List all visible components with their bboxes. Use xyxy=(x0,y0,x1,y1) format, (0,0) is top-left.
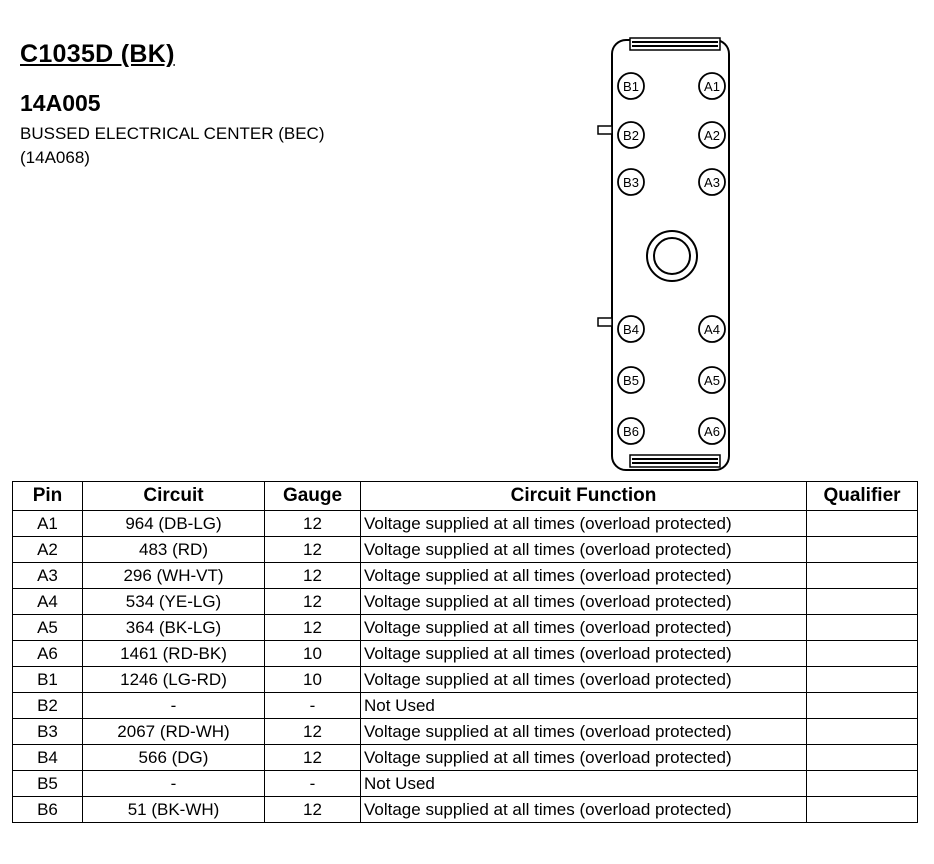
pin-label: A3 xyxy=(704,175,720,190)
circuit-cell: 964 (DB-LG) xyxy=(83,511,265,537)
gauge-cell: 10 xyxy=(265,641,361,667)
circuit-cell: 2067 (RD-WH) xyxy=(83,719,265,745)
circuit-function-cell: Voltage supplied at all times (overload protected) xyxy=(361,511,807,537)
circuit-cell: 296 (WH-VT) xyxy=(83,563,265,589)
qualifier-cell xyxy=(807,797,918,823)
circuit-cell: 1246 (LG-RD) xyxy=(83,667,265,693)
column-header-circuit-function: Circuit Function xyxy=(361,482,807,511)
pin-cell: B2 xyxy=(13,693,83,719)
gauge-cell: 12 xyxy=(265,719,361,745)
pin-b1 xyxy=(618,73,644,99)
table-row xyxy=(13,667,918,693)
pin-a4 xyxy=(699,316,725,342)
circuit-cell: - xyxy=(83,771,265,797)
table-header-row xyxy=(13,482,918,511)
qualifier-cell xyxy=(807,719,918,745)
gauge-cell: 12 xyxy=(265,745,361,771)
circuit-function-cell: Voltage supplied at all times (overload protected) xyxy=(361,563,807,589)
part-number: 14A005 xyxy=(20,90,101,116)
gauge-cell: - xyxy=(265,693,361,719)
table-row xyxy=(13,511,918,537)
pin-cell: B3 xyxy=(13,719,83,745)
circuit-function-cell: Voltage supplied at all times (overload protected) xyxy=(361,667,807,693)
pin-a6 xyxy=(699,418,725,444)
connector-face-diagram xyxy=(590,35,750,475)
pin-label: A6 xyxy=(704,424,720,439)
circuit-function-cell: Voltage supplied at all times (overload protected) xyxy=(361,641,807,667)
table-row xyxy=(13,641,918,667)
column-header-qualifier: Qualifier xyxy=(807,482,918,511)
pin-cell: A1 xyxy=(13,511,83,537)
pin-a1 xyxy=(699,73,725,99)
circuit-cell: 566 (DG) xyxy=(83,745,265,771)
pin-label: A5 xyxy=(704,373,720,388)
circuit-cell: 534 (YE-LG) xyxy=(83,589,265,615)
table-row xyxy=(13,563,918,589)
circuit-cell: - xyxy=(83,693,265,719)
pin-b5 xyxy=(618,367,644,393)
qualifier-cell xyxy=(807,589,918,615)
table-row xyxy=(13,693,918,719)
gauge-cell: 12 xyxy=(265,589,361,615)
table-row xyxy=(13,797,918,823)
pin-a3 xyxy=(699,169,725,195)
pin-cell: B1 xyxy=(13,667,83,693)
key-tab-lower xyxy=(598,318,612,326)
qualifier-cell xyxy=(807,511,918,537)
pin-label: B1 xyxy=(623,79,639,94)
qualifier-cell xyxy=(807,693,918,719)
qualifier-cell xyxy=(807,563,918,589)
qualifier-cell xyxy=(807,537,918,563)
table-row xyxy=(13,615,918,641)
qualifier-cell xyxy=(807,641,918,667)
gauge-cell: 12 xyxy=(265,797,361,823)
pin-b3 xyxy=(618,169,644,195)
pin-cell: A3 xyxy=(13,563,83,589)
circuit-cell: 1461 (RD-BK) xyxy=(83,641,265,667)
pin-label: A4 xyxy=(704,322,720,337)
qualifier-cell xyxy=(807,745,918,771)
gauge-cell: 10 xyxy=(265,667,361,693)
pin-cell: A6 xyxy=(13,641,83,667)
table-row xyxy=(13,771,918,797)
gauge-cell: 12 xyxy=(265,615,361,641)
circuit-function-cell: Voltage supplied at all times (overload protected) xyxy=(361,745,807,771)
circuit-cell: 51 (BK-WH) xyxy=(83,797,265,823)
gauge-cell: 12 xyxy=(265,537,361,563)
column-header-gauge: Gauge xyxy=(265,482,361,511)
column-header-circuit: Circuit xyxy=(83,482,265,511)
pin-label: B4 xyxy=(623,322,639,337)
pin-label: B3 xyxy=(623,175,639,190)
qualifier-cell xyxy=(807,771,918,797)
center-stud xyxy=(647,231,697,281)
table-row xyxy=(13,745,918,771)
pin-label: A2 xyxy=(704,128,720,143)
pin-label: B6 xyxy=(623,424,639,439)
pin-label: B5 xyxy=(623,373,639,388)
component-description: BUSSED ELECTRICAL CENTER (BEC) xyxy=(20,124,325,143)
pin-label: A1 xyxy=(704,79,720,94)
pin-cell: A4 xyxy=(13,589,83,615)
pin-cell: B5 xyxy=(13,771,83,797)
qualifier-cell xyxy=(807,667,918,693)
circuit-cell: 364 (BK-LG) xyxy=(83,615,265,641)
qualifier-cell xyxy=(807,615,918,641)
connector-title: C1035D (BK) xyxy=(20,40,175,68)
circuit-function-cell: Voltage supplied at all times (overload protected) xyxy=(361,589,807,615)
pin-a5 xyxy=(699,367,725,393)
table-row xyxy=(13,537,918,563)
circuit-function-cell: Voltage supplied at all times (overload protected) xyxy=(361,615,807,641)
circuit-function-cell: Voltage supplied at all times (overload protected) xyxy=(361,719,807,745)
gauge-cell: 12 xyxy=(265,563,361,589)
pin-cell: A5 xyxy=(13,615,83,641)
circuit-function-cell: Voltage supplied at all times (overload protected) xyxy=(361,537,807,563)
pin-b6 xyxy=(618,418,644,444)
gauge-cell: - xyxy=(265,771,361,797)
pin-cell: A2 xyxy=(13,537,83,563)
pin-b2 xyxy=(618,122,644,148)
table-row xyxy=(13,719,918,745)
circuit-function-cell: Voltage supplied at all times (overload protected) xyxy=(361,797,807,823)
key-tab-upper xyxy=(598,126,612,134)
column-header-pin: Pin xyxy=(13,482,83,511)
pin-a2 xyxy=(699,122,725,148)
pin-label: B2 xyxy=(623,128,639,143)
pin-b4 xyxy=(618,316,644,342)
gauge-cell: 12 xyxy=(265,511,361,537)
top-latch xyxy=(630,38,720,50)
pin-cell: B6 xyxy=(13,797,83,823)
pinout-table xyxy=(12,481,918,823)
pin-cell: B4 xyxy=(13,745,83,771)
circuit-cell: 483 (RD) xyxy=(83,537,265,563)
table-row xyxy=(13,589,918,615)
circuit-function-cell: Not Used xyxy=(361,771,807,797)
component-reference: (14A068) xyxy=(20,148,90,167)
bottom-latch xyxy=(630,455,720,467)
circuit-function-cell: Not Used xyxy=(361,693,807,719)
